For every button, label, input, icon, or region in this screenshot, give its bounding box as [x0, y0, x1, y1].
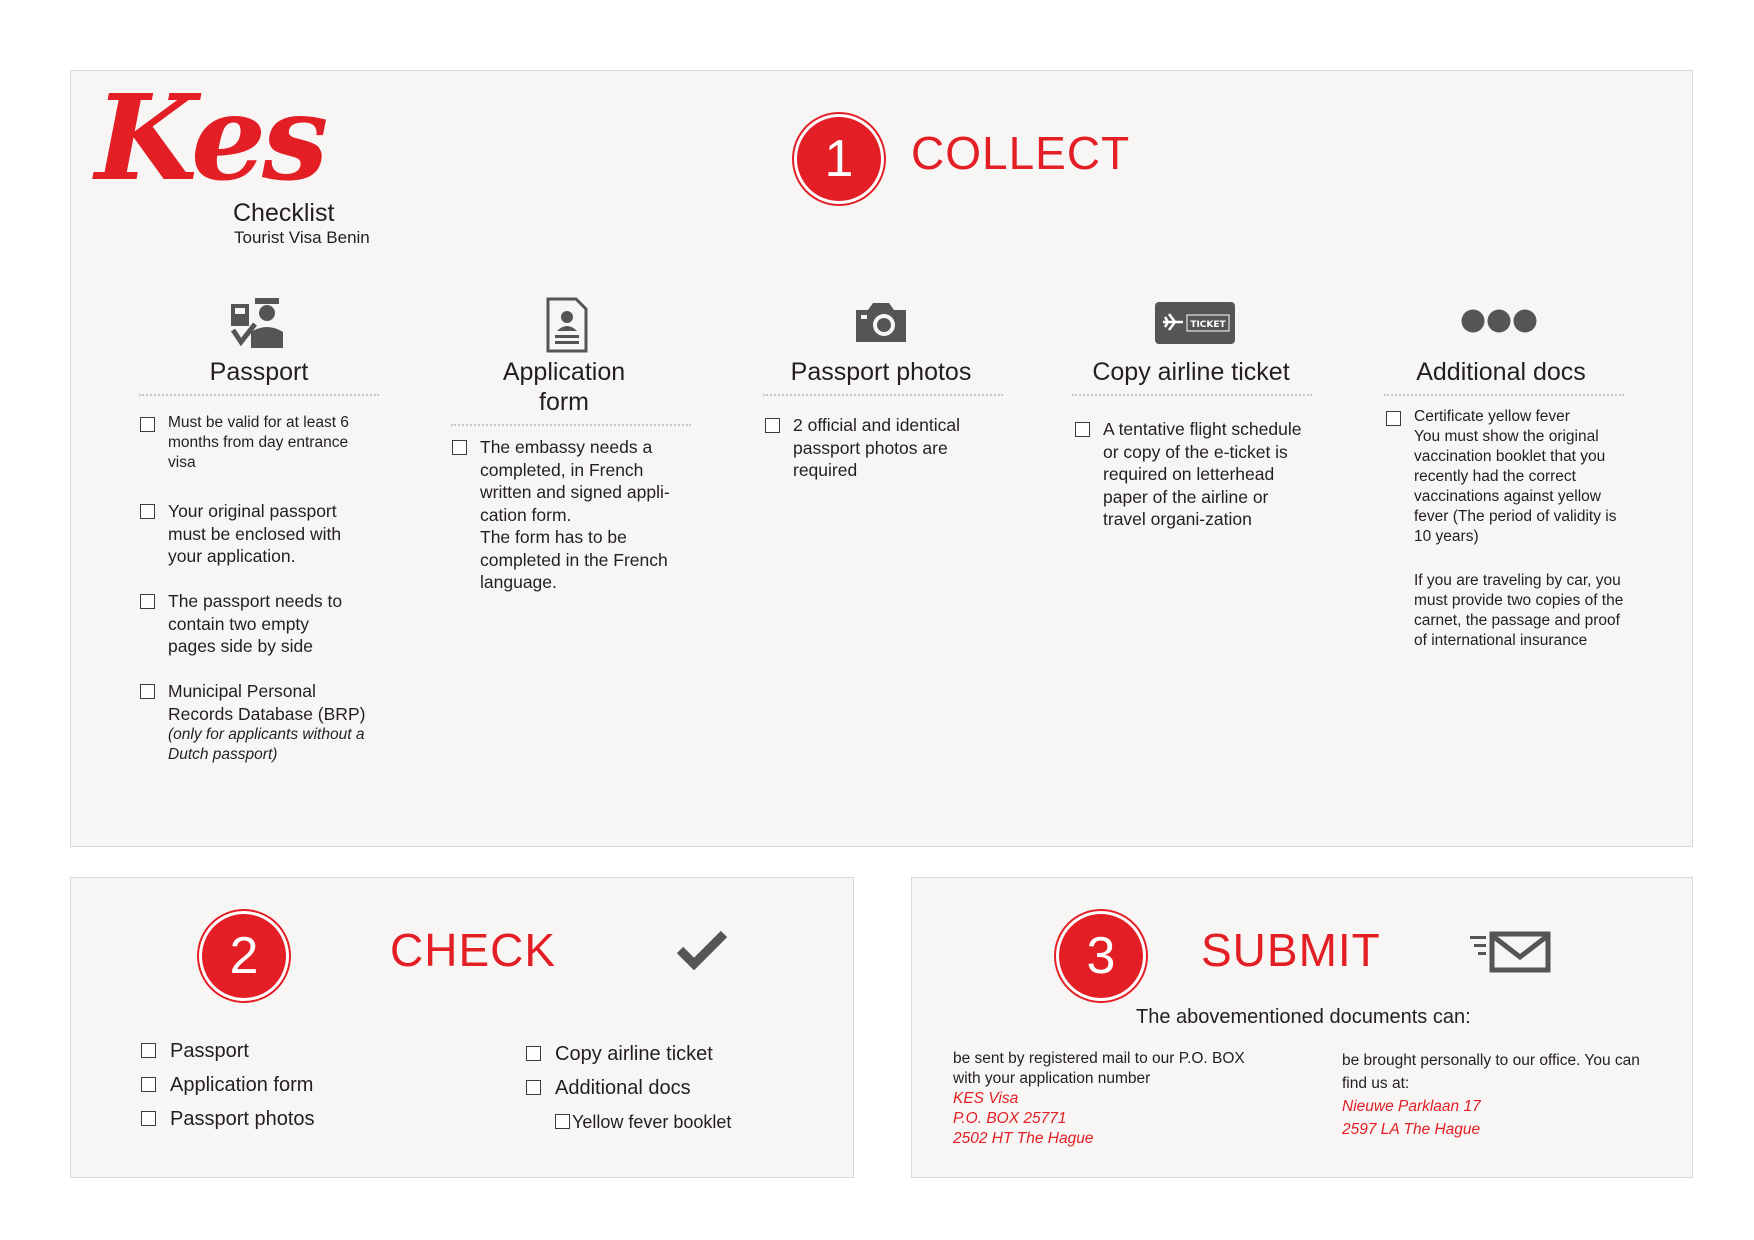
check-additional-docs[interactable]: Additional docs	[526, 1077, 691, 1100]
camera-icon	[854, 300, 908, 349]
checkbox[interactable]	[452, 440, 467, 455]
office-address-line: Nieuwe Parklaan 17	[1342, 1098, 1481, 1115]
checkbox[interactable]	[140, 504, 155, 519]
additional-docs-car-note: If you are traveling by car, you must provide two copies of the carnet, the passage and proof of international insurance	[1414, 572, 1624, 649]
passport-item-brp[interactable]: Municipal Personal Records Database (BRP) (only for applicants without a Dutch passport)	[168, 680, 378, 765]
passport-photos-column-title: Passport photos	[790, 358, 972, 386]
mail-instructions: be sent by registered mail to our P.O. BOX with your application number	[953, 1050, 1245, 1087]
additional-docs-column-title: Additional docs	[1416, 358, 1586, 386]
divider	[1384, 394, 1624, 396]
application-form-column-title: Application form	[502, 358, 626, 416]
office-instructions: be brought personally to our office. You can find us at:	[1342, 1052, 1640, 1092]
step-1-badge: 1	[794, 114, 884, 204]
additional-docs-item-yellow-fever[interactable]: Certificate yellow fever You must show the original vaccination booklet that you recently had the correct vaccinations against yellow fever (The period of validity is 10 years)	[1414, 407, 1629, 547]
check-passport-photos[interactable]: Passport photos	[141, 1108, 315, 1131]
submit-in-person	[1342, 1049, 1642, 1141]
check-panel	[70, 877, 854, 1178]
checkbox[interactable]	[141, 1043, 156, 1058]
checkmark-icon	[676, 930, 728, 975]
brp-note: (only for applicants without a Dutch passport)	[168, 726, 365, 763]
checkbox[interactable]	[140, 594, 155, 609]
collect-heading: COLLECT	[911, 127, 1131, 179]
checkbox[interactable]	[765, 418, 780, 433]
application-form-icon	[546, 297, 588, 358]
checklist-title: Checklist	[233, 199, 335, 227]
checkbox[interactable]	[1386, 411, 1401, 426]
checkbox[interactable]	[526, 1046, 541, 1061]
check-airline-ticket[interactable]: Copy airline ticket	[526, 1043, 713, 1066]
divider	[139, 394, 379, 396]
checklist-subtitle: Tourist Visa Benin	[234, 228, 370, 247]
check-yellow-fever-booklet[interactable]: Yellow fever booklet	[555, 1112, 731, 1133]
passport-officer-icon	[229, 294, 285, 357]
passport-item-original[interactable]: Your original passport must be enclosed with your application.	[168, 500, 368, 568]
airline-ticket-item[interactable]: A tentative flight schedule or copy of the e-ticket is required on letterhead paper of the airline or travel organi-zation	[1103, 418, 1303, 531]
airline-ticket-icon	[1154, 301, 1236, 350]
passport-photos-item[interactable]: 2 official and identical passport photos are required	[793, 414, 993, 482]
checkbox[interactable]	[555, 1114, 570, 1129]
kes-logo	[85, 68, 370, 249]
send-mail-icon	[1468, 930, 1552, 979]
office-address-line: 2597 LA The Hague	[1342, 1121, 1481, 1138]
check-application-form[interactable]: Application form	[141, 1074, 313, 1097]
mail-address-line: KES Visa	[953, 1090, 1019, 1107]
check-heading: CHECK	[390, 924, 557, 976]
checkbox[interactable]	[140, 417, 155, 432]
mail-address-line: P.O. BOX 25771	[953, 1110, 1067, 1127]
mail-address-line: 2502 HT The Hague	[953, 1130, 1094, 1147]
checkbox[interactable]	[526, 1080, 541, 1095]
divider	[1072, 394, 1312, 396]
submit-by-mail	[953, 1049, 1263, 1149]
submit-panel	[911, 877, 1693, 1178]
passport-item-validity[interactable]: Must be valid for at least 6 months from day entrance visa	[168, 413, 368, 473]
divider	[763, 394, 1003, 396]
divider	[451, 424, 691, 426]
checkbox[interactable]	[141, 1077, 156, 1092]
checkbox[interactable]	[141, 1111, 156, 1126]
submit-heading: SUBMIT	[1201, 924, 1381, 976]
airline-ticket-column-title: Copy airline ticket	[1092, 358, 1290, 386]
step-3-badge: 3	[1056, 911, 1146, 1001]
application-form-item[interactable]: The embassy needs a completed, in French written and signed appli-cation form. The form has to be completed in the French language.	[480, 436, 690, 594]
kes-logo-wordmark: Kes	[95, 68, 325, 207]
step-2-badge: 2	[199, 911, 289, 1001]
passport-column-title: Passport	[209, 358, 309, 386]
ticket-label: TICKET	[1190, 320, 1226, 330]
check-passport[interactable]: Passport	[141, 1040, 249, 1063]
passport-item-empty-pages[interactable]: The passport needs to contain two empty pages side by side	[168, 590, 348, 658]
more-dots-icon	[1461, 308, 1537, 339]
checkbox[interactable]	[1075, 422, 1090, 437]
submit-intro: The abovementioned documents can:	[1136, 1006, 1471, 1028]
collect-panel	[70, 70, 1693, 847]
checkbox[interactable]	[140, 684, 155, 699]
